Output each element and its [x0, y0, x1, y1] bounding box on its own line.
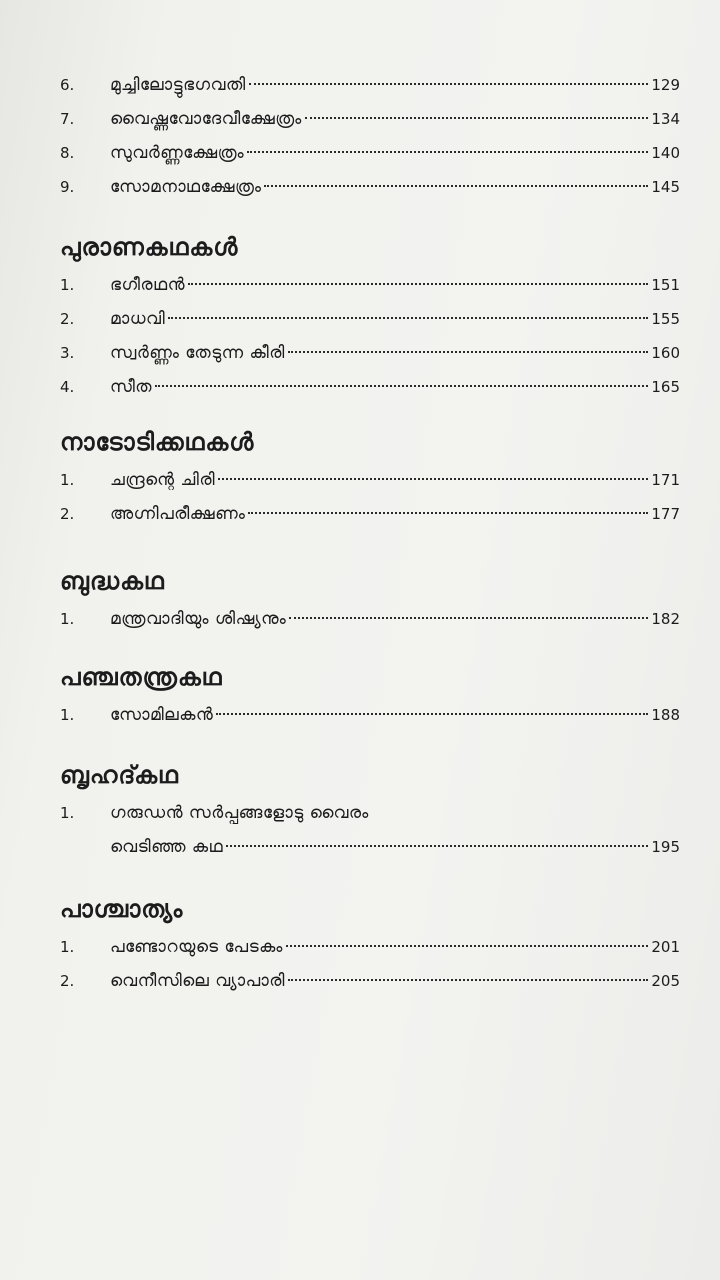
entry-title: സുവർണ്ണക്ഷേത്രം — [110, 143, 245, 163]
toc-entry[interactable] — [60, 497, 680, 531]
section-heading: പഞ്ചതന്ത്രകഥ — [60, 663, 223, 691]
entry-title: മുച്ചിലോട്ടുഭഗവതി — [110, 75, 246, 95]
entry-number: 1. — [60, 804, 75, 822]
entry-page-number: 177 — [651, 505, 680, 523]
entry-title-line1: ഗരുഡൻ സർപ്പങ്ങളോടു വൈരം — [110, 803, 369, 823]
entry-page-number: 205 — [651, 972, 680, 990]
entry-number: 3. — [60, 344, 75, 362]
entry-number: 1. — [60, 471, 75, 489]
entry-number: 1. — [60, 276, 75, 294]
entry-title: സോമനാഥക്ഷേത്രം — [110, 177, 262, 197]
toc-entry[interactable] — [60, 170, 680, 204]
entry-title: സോമിലകൻ — [110, 705, 214, 725]
entry-number: 6. — [60, 76, 75, 94]
entry-number: 7. — [60, 110, 75, 128]
entry-title: പണ്ടോറയുടെ പേടകം — [110, 937, 283, 957]
entry-page-number: 155 — [651, 310, 680, 328]
entry-title: വെനീസിലെ വ്യാപാരി — [110, 971, 285, 991]
section-heading: ബൃഹദ്കഥ — [60, 761, 179, 789]
dot-leader — [188, 283, 648, 285]
entry-title: മാധവി — [110, 309, 166, 329]
dot-leader — [216, 713, 648, 715]
entry-number: 2. — [60, 505, 75, 523]
dot-leader — [288, 979, 648, 981]
section-heading: ബുദ്ധകഥ — [60, 567, 165, 595]
dot-leader — [286, 945, 648, 947]
toc-entry[interactable] — [60, 370, 680, 404]
toc-section-puranakathakal — [60, 230, 680, 404]
toc-entry[interactable] — [60, 796, 680, 866]
dot-leader — [288, 351, 648, 353]
entry-page-number: 165 — [651, 378, 680, 396]
section-heading: പാശ്ചാത്യം — [60, 895, 184, 923]
toc-entry[interactable] — [60, 336, 680, 370]
entry-page-number: 160 — [651, 344, 680, 362]
entry-page-number: 195 — [651, 838, 680, 856]
toc-section-panchatantrakatha — [60, 660, 680, 732]
entry-page-number: 145 — [651, 178, 680, 196]
entry-page-number: 134 — [651, 110, 680, 128]
entry-number: 8. — [60, 144, 75, 162]
entry-number: 1. — [60, 706, 75, 724]
entry-number: 9. — [60, 178, 75, 196]
dot-leader — [248, 512, 648, 514]
entry-number: 1. — [60, 938, 75, 956]
toc-entry[interactable] — [60, 964, 680, 998]
dot-leader — [226, 845, 648, 847]
section-heading: നാടോടിക്കഥകൾ — [60, 428, 255, 456]
entry-page-number: 188 — [651, 706, 680, 724]
toc-section-buddhakatha — [60, 564, 680, 636]
toc-entry[interactable] — [60, 302, 680, 336]
toc-entry[interactable] — [60, 602, 680, 636]
entry-page-number: 201 — [651, 938, 680, 956]
entry-page-number: 151 — [651, 276, 680, 294]
toc-continued-list — [60, 68, 680, 204]
entry-title: ഭഗീരഥൻ — [110, 275, 185, 295]
entry-page-number: 129 — [651, 76, 680, 94]
entry-title: അഗ്നിപരീക്ഷണം — [110, 504, 246, 524]
dot-leader — [218, 478, 648, 480]
section-heading: പുരാണകഥകൾ — [60, 233, 239, 261]
toc-section-nadodikkathakal — [60, 425, 680, 531]
toc-entry[interactable] — [60, 698, 680, 732]
toc-entry[interactable] — [60, 102, 680, 136]
entry-title: ചന്ദ്രന്റെ ചിരി — [110, 470, 216, 490]
entry-title: വൈഷ്ണവോദേവീക്ഷേത്രം — [110, 109, 302, 129]
toc-section-brihadkatha — [60, 758, 680, 866]
toc-entry[interactable] — [60, 268, 680, 302]
dot-leader — [249, 83, 649, 85]
dot-leader — [264, 185, 648, 187]
toc-entry[interactable] — [60, 68, 680, 102]
entry-number: 4. — [60, 378, 75, 396]
entry-title-line2: വെടിഞ്ഞ കഥ — [110, 837, 224, 857]
entry-title: മന്ത്രവാദിയും ശിഷ്യനും — [110, 609, 287, 629]
entry-title: സ്വർണ്ണം തേടുന്ന കീരി — [110, 343, 285, 363]
dot-leader — [289, 617, 648, 619]
entry-title: സീത — [110, 377, 153, 397]
entry-page-number: 182 — [651, 610, 680, 628]
toc-entry[interactable] — [60, 136, 680, 170]
toc-entry[interactable] — [60, 463, 680, 497]
dot-leader — [155, 385, 648, 387]
dot-leader — [168, 317, 648, 319]
dot-leader — [247, 151, 648, 153]
entry-number: 2. — [60, 972, 75, 990]
entry-number: 1. — [60, 610, 75, 628]
dot-leader — [305, 117, 649, 119]
entry-page-number: 171 — [651, 471, 680, 489]
toc-entry[interactable] — [60, 930, 680, 964]
entry-page-number: 140 — [651, 144, 680, 162]
toc-section-paschatyam — [60, 892, 680, 998]
entry-number: 2. — [60, 310, 75, 328]
